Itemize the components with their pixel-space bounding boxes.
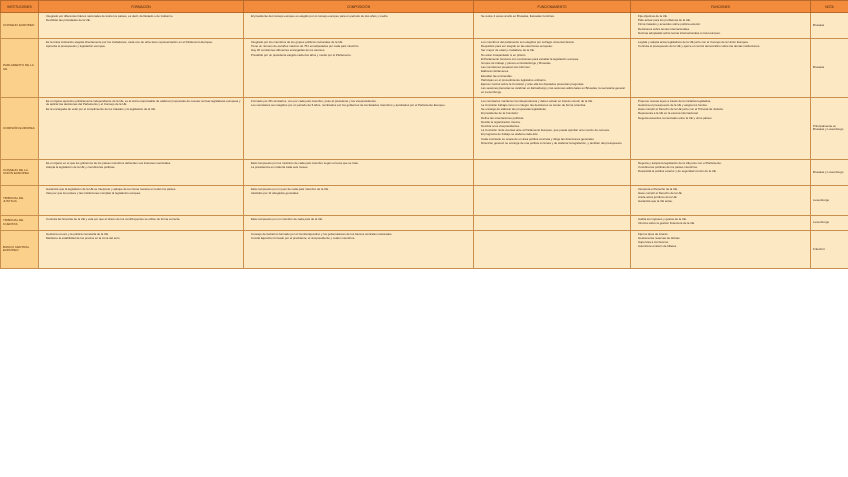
bullet-list xyxy=(633,100,808,120)
list-item: • Fija los tipos de interés. xyxy=(638,233,808,237)
list-item: • Participan en el procedimiento legislativo ordinario. xyxy=(481,79,628,83)
cell-nota: Fráncfort xyxy=(811,230,848,268)
cell-composicion xyxy=(244,230,474,268)
cell-funcionamiento xyxy=(474,185,631,215)
list-item: • La Comisión trabaja como un colegio: las decisiones se toman de forma colectiva. xyxy=(481,104,628,108)
institution-name: CONSEJO EUROPEO xyxy=(1,13,39,39)
cell-composicion xyxy=(244,185,474,215)
bullet-list xyxy=(246,233,471,241)
table-row xyxy=(1,13,848,39)
institution-name: PARLAMENTO DE LA UE xyxy=(1,39,39,98)
bullet-list xyxy=(246,41,471,57)
list-item: • Se encarga de elaborar las propuestas legislativas. xyxy=(481,108,628,112)
bullet-list xyxy=(633,41,808,49)
table-row xyxy=(1,215,848,230)
table-row xyxy=(1,39,848,98)
cell-formacion xyxy=(39,215,244,230)
list-item: • Es la única institución elegida directamente por los ciudadanos, cada uno de ellos tiene representación en el Parlamento Europeo. xyxy=(46,41,241,45)
bullet-list xyxy=(41,233,241,241)
table-row xyxy=(1,230,848,268)
bullet-list xyxy=(246,162,471,170)
cell-funciones xyxy=(631,230,811,268)
cell-funciones xyxy=(631,97,811,159)
cell-funciones xyxy=(631,185,811,215)
bullet-list xyxy=(633,15,808,35)
cell-composicion xyxy=(244,215,474,230)
list-item: • Los miembros del parlamento son elegidos por sufragio universal directo. xyxy=(481,41,628,45)
cell-formacion xyxy=(39,159,244,185)
table-row xyxy=(1,185,848,215)
header-row xyxy=(1,1,848,13)
list-item: • Es la encargada de velar por el cumplimiento de los tratados y la legislación de la UE. xyxy=(46,108,241,112)
list-item: • Grupos de trabajo y plenos en Estrasburgo y Bruselas. xyxy=(481,62,628,66)
list-item: • Representa a la UE en la escena internacional. xyxy=(638,112,808,116)
header-funcionamiento: FUNCIONAMIENTO xyxy=(474,1,631,13)
table-row xyxy=(1,97,848,159)
list-item: • Las comisiones preparan los informes: xyxy=(481,66,628,70)
cell-funciones xyxy=(631,215,811,230)
bullet-list xyxy=(41,41,241,49)
list-item: • Negocia y adopta la legislación de la UE junto con el Parlamento. xyxy=(638,162,808,166)
list-item: • Garantiza que la legislación de la UE se interprete y aplique de la misma manera en todos los países. xyxy=(46,188,241,192)
list-item: • Requisitos para ser elegido en las elecciones europeas: xyxy=(481,45,628,49)
bullet-list xyxy=(476,41,628,94)
list-item: • Firma tratados y acuerdos sobre política exterior. xyxy=(638,23,808,27)
table-row xyxy=(1,159,848,185)
list-item: • Integrado por los miembros de los grupos políticos nacionales de la UE. xyxy=(251,41,471,45)
bullet-list xyxy=(246,100,471,108)
header-funciones: FUNCIONES xyxy=(631,1,811,13)
list-item: • Es el órgano ejecutivo políticamente independiente de la UE, es la única responsable de elaborar propuestas de nuevas normas legislativas europeas y de aplicar las decisiones del Parlamento y el Consejo de la UE. xyxy=(46,100,241,107)
bullet-list xyxy=(246,15,471,19)
institution-name: BANCO CENTRAL EUROPEO xyxy=(1,230,39,268)
cell-nota: Bruselas y Luxemburgo xyxy=(811,159,848,185)
list-item: • Legisla y adopta actos legislativos de la UE junto con el Consejo de la Unión Europea. xyxy=(638,41,808,45)
bullet-list xyxy=(41,100,241,111)
list-item: • Supervisa a los bancos. xyxy=(638,241,808,245)
cell-funciones xyxy=(631,39,811,98)
list-item: • Mantiene la estabilidad de los precios en la zona del euro. xyxy=(46,237,241,241)
cell-funcionamiento xyxy=(474,13,631,39)
list-item: • Garantiza que la UE actúe. xyxy=(638,200,808,204)
list-item: • Coordina las políticas de los países miembros. xyxy=(638,166,808,170)
list-item: • Audita los ingresos y gastos de la UE. xyxy=(638,218,808,222)
list-item: • Decidirán las prioridades de la UE. xyxy=(46,19,241,23)
list-item: • Gestiona el presupuesto de la UE y asigna los fondos. xyxy=(638,104,808,108)
list-item: • Aprueba el presupuesto y legislación europea. xyxy=(46,45,241,49)
list-item: • Normas adoptadas sobre temas internacionales a nivel europeo. xyxy=(638,32,808,36)
list-item: • Interpreta el Derecho de la UE. xyxy=(638,188,808,192)
list-item: • Hace cumplir el Derecho de la UE. xyxy=(638,192,808,196)
cell-nota: Luxemburgo xyxy=(811,215,848,230)
list-item: • Consejo de Gobierno formado por el Comité Ejecutivo y los gobernadores de los bancos centrales nacionales. xyxy=(251,233,471,237)
list-item: • Tiene un número de escaños máximo de 751 eurodiputados por cada país miembro. xyxy=(251,45,471,49)
bullet-list xyxy=(41,162,241,170)
bullet-list xyxy=(41,188,241,196)
cell-composicion xyxy=(244,97,474,159)
cell-funciones xyxy=(631,159,811,185)
bullet-list xyxy=(476,15,628,19)
list-item: • Autoriza la emisión de billetes. xyxy=(638,245,808,249)
list-item: • El programa de trabajo se elabora cada año: xyxy=(481,133,628,137)
list-item: • Los comisarios son elegidos por un periodo de 5 años, nombrados por los gobiernos de los Estados miembros y aprobados por el Parlamento Europeo. xyxy=(251,104,471,108)
list-item: • Ejercen control sobre la Comisión y ante ella los diputados presentan preguntas. xyxy=(481,83,628,87)
cell-nota: Bruselas xyxy=(811,39,848,98)
bullet-list xyxy=(633,218,808,226)
list-item: • Anula actos jurídicos de la UE. xyxy=(638,196,808,200)
cell-nota: Luxemburgo xyxy=(811,185,848,215)
institution-name: TRIBUNAL DE JUSTICIA xyxy=(1,185,39,215)
list-item: • La Comisión rinde cuentas ante el Parlamento Europeo, que puede aprobar una moción de censura. xyxy=(481,129,628,133)
list-item: • Presidido por un presidente elegido cada dos años y medio por el Parlamento. xyxy=(251,54,471,58)
list-item: • Informa sobre la gestión financiera de la UE. xyxy=(638,222,808,226)
header-composicion: COMPOSICIÓN xyxy=(244,1,474,13)
institution-name: COMISIÓN EUROPEA xyxy=(1,97,39,159)
list-item: • Propone nuevas leyes a través de la iniciativa legislativa. xyxy=(638,100,808,104)
list-item: • Controla las finanzas de la UE y vela por que el dinero de los contribuyentes se utilice de forma correcta. xyxy=(46,218,241,222)
list-item: • Está compuesto por un juez de cada país miembro de la UE. xyxy=(251,188,471,192)
list-item: • Se reúne 4 veces al año en Bruselas, llamadas Cumbres. xyxy=(481,15,628,19)
list-item: • Decide la organización interna. xyxy=(481,121,628,125)
list-item: • Estudian las enmiendas. xyxy=(481,75,628,79)
bullet-list xyxy=(246,218,471,222)
list-item: • Desarrolla la política exterior y de seguridad común de la UE. xyxy=(638,170,808,174)
institution-name: TRIBUNAL DE CUENTAS xyxy=(1,215,39,230)
list-item: • Define las orientaciones políticas. xyxy=(481,117,628,121)
list-item: • La presidencia es rotatoria cada seis meses. xyxy=(251,166,471,170)
cell-nota: Principalmente en Bruselas y Luxemburgo xyxy=(811,97,848,159)
list-item: • El presidente del consejo europeo es elegido por el consejo europeo para un periodo de dos años y medio. xyxy=(251,15,471,19)
list-item: • Gestiona el euro y la política monetaria de la UE. xyxy=(46,233,241,237)
list-item: • Hay 20 comisiones diferentes encargadas de los asuntos. xyxy=(251,49,471,53)
list-item: • Pide actuar para los problemas de la UE. xyxy=(638,19,808,23)
bullet-list xyxy=(246,188,471,196)
list-item: • Dirección general: se encarga de una política concreta y de elaborar la legislación, y también del presupuesto. xyxy=(481,142,628,146)
list-item: • Negocia acuerdos comerciales entre la UE y otros países. xyxy=(638,117,808,121)
header-formacion: FORMACIÓN xyxy=(39,1,244,13)
cell-funcionamiento xyxy=(474,230,631,268)
cell-nota: Bruselas xyxy=(811,13,848,39)
cell-funcionamiento xyxy=(474,97,631,159)
list-item: • Está compuesto por un miembro de cada país de la UE. xyxy=(251,218,471,222)
cell-composicion xyxy=(244,13,474,39)
cell-formacion xyxy=(39,185,244,215)
list-item: • Decisiones sobre temas internacionales. xyxy=(638,28,808,32)
list-item: • Gestiona las reservas de divisas. xyxy=(638,237,808,241)
header-nota: NOTA xyxy=(811,1,848,13)
list-item: • Vela por que los países y las instituciones cumplan la legislación europea. xyxy=(46,192,241,196)
bullet-list xyxy=(633,188,808,204)
list-item: • El Parlamento funciona con comisiones para estudiar la legislación europea. xyxy=(481,58,628,62)
list-item: • Asistidos por 11 abogados generales. xyxy=(251,192,471,196)
list-item: • Formado por 28 comisarios, uno por cada país miembro, junto al presidente y los vicepresidentes. xyxy=(251,100,471,104)
cell-formacion xyxy=(39,230,244,268)
cell-funcionamiento xyxy=(474,215,631,230)
list-item: • Cada comisario se ocupa de un área política concreta y dirige las direcciones generales. xyxy=(481,138,628,142)
cell-funcionamiento xyxy=(474,39,631,98)
list-item: • Nombra a los vicepresidentes. xyxy=(481,125,628,129)
list-item: • No estar incapacitado ni en prisión. xyxy=(481,54,628,58)
list-item: • Comité Ejecutivo formado por el presidente, el vicepresidente y cuatro miembros. xyxy=(251,237,471,241)
bullet-list xyxy=(476,100,628,145)
list-item: • Integrado por diferentes líderes nacionales de todos los países, es decir, del Estado o de Gobierno. xyxy=(46,15,241,19)
list-item: • Las sesiones plenarias se celebran en Estrasburgo y las sesiones adicionales en Bruselas, la secretaría general en Luxemburgo. xyxy=(481,87,628,94)
header-instituciones: INSTITUCIONES xyxy=(1,1,39,13)
list-item: • El presidente de la Comisión: xyxy=(481,112,628,116)
bullet-list xyxy=(633,162,808,174)
bullet-list xyxy=(41,15,241,23)
cell-funciones xyxy=(631,13,811,39)
cell-formacion xyxy=(39,39,244,98)
bullet-list xyxy=(41,218,241,222)
list-item: • Es el órgano en el que los gobiernos de los países miembros defienden sus intereses nacionales. xyxy=(46,162,241,166)
list-item: • Ser mayor de edad y ciudadano de la UE. xyxy=(481,49,628,53)
list-item: • Los comisarios mantienen la independencia y deben actuar en interés común de la UE. xyxy=(481,100,628,104)
list-item: • Controla el presupuesto de la UE y ejerce el control democrático sobre las demás instituciones. xyxy=(638,45,808,49)
list-item: • Está compuesto por los ministros de cada país miembro según el tema que se trate. xyxy=(251,162,471,166)
cell-formacion xyxy=(39,13,244,39)
cell-composicion xyxy=(244,159,474,185)
list-item: • Elaboran dictámenes. xyxy=(481,70,628,74)
institution-name: CONSEJO DE LA UNIÓN EUROPEA xyxy=(1,159,39,185)
cell-formacion xyxy=(39,97,244,159)
list-item: • Fija objetivos de la UE. xyxy=(638,15,808,19)
list-item: • Adopta la legislación de la UE y coordina las políticas. xyxy=(46,166,241,170)
bullet-list xyxy=(633,233,808,249)
list-item: • Hace cumplir el Derecho de la UE junto con el Tribunal de Justicia. xyxy=(638,108,808,112)
cell-composicion xyxy=(244,39,474,98)
cell-funcionamiento xyxy=(474,159,631,185)
